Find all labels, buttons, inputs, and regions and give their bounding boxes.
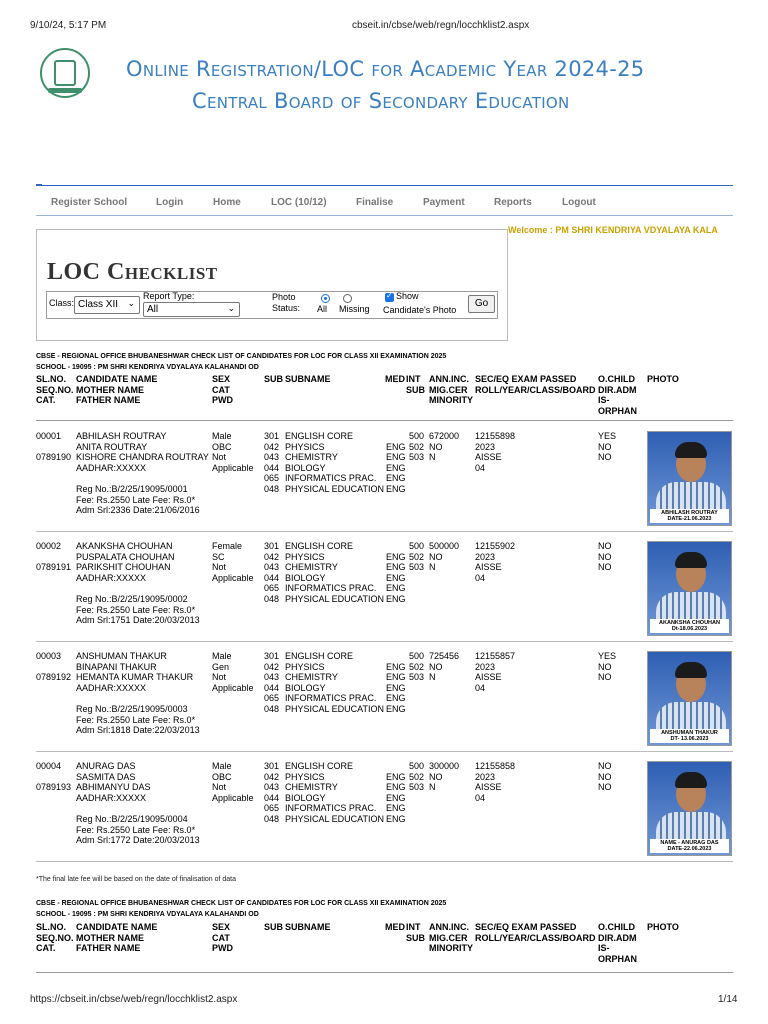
subject-code: 301 <box>264 431 280 441</box>
candidate-mother: PUSPALATA CHOUHAN <box>76 551 175 562</box>
print-footer-url: https://cbseit.in/cbse/web/regn/locchklist2.aspx <box>30 994 238 1005</box>
subject-int: 502 <box>408 441 424 452</box>
show-label: Show <box>396 291 419 301</box>
column-header-c5: SUBNAME <box>285 922 331 932</box>
candidate-sec-exam: 12155898 <box>475 431 516 441</box>
column-header-c11: PHOTO <box>647 922 679 932</box>
banner-title-line1: Online Registration/LOC for Academic Year 2024-25 <box>126 57 645 81</box>
subject-name: INFORMATICS PRAC. <box>285 803 377 814</box>
report-type-select-value: All <box>147 304 159 315</box>
photo-caption-name: ANSHUMAN THAKUR <box>661 730 718 736</box>
candidate-pwd: Not <box>212 672 227 683</box>
candidate-ochild: NO <box>598 782 612 793</box>
subject-code: 043 <box>264 452 280 463</box>
candidate-adm: Adm Srl:1772 Date:20/03/2013 <box>76 835 200 846</box>
candidate-reg-no: Reg No.:B/2/25/19095/0001 <box>76 484 188 494</box>
candidate-sec-exam: 04 <box>475 682 486 693</box>
subject-medium: ENG <box>386 803 406 814</box>
column-header-c1-1: SEQ.NO. <box>36 384 74 395</box>
candidate-ochild: NO <box>598 452 612 463</box>
column-header-c1: SL.NO. <box>36 374 67 384</box>
subject-name: INFORMATICS PRAC. <box>285 693 377 704</box>
candidate-ochild: NO <box>598 661 612 672</box>
candidate-seqno: 0789193 <box>36 782 72 793</box>
column-header-c4: SUB <box>264 374 284 384</box>
column-header-c3: SEX <box>212 922 231 932</box>
column-header-c8-1: MIG.CER <box>429 932 468 943</box>
column-header-c4: SUB <box>264 922 284 932</box>
subject-int: 503 <box>408 672 424 683</box>
chevron-down-icon: ⌄ <box>127 298 135 308</box>
subject-name: ENGLISH CORE <box>285 651 354 661</box>
subject-name: ENGLISH CORE <box>285 541 354 551</box>
candidate-aadhar: AADHAR:XXXXX <box>76 792 147 803</box>
subject-code: 301 <box>264 541 280 551</box>
subject-name: PHYSICAL EDUCATION <box>285 594 385 604</box>
candidate-sec-exam: 12155857 <box>475 651 516 661</box>
photo-caption-name: ABHILASH ROUTRAY <box>661 510 718 516</box>
column-header-c10: O.CHILD <box>598 374 635 384</box>
subject-medium: ENG <box>386 484 406 494</box>
candidate-aadhar: AADHAR:XXXXX <box>76 462 147 473</box>
photo-caption-date: DATE-22.06.2023 <box>667 846 712 852</box>
column-header-c3-1: CAT <box>212 932 230 943</box>
banner-title-line2: Central Board of Secondary Education <box>192 89 570 113</box>
report-school-repeat: SCHOOL - 19095 : PM SHRI KENDRIYA VDYALAYA KALAHANDI OD <box>36 911 259 918</box>
candidate-ann-inc: N <box>429 562 436 573</box>
photo-caption-date: DT- 13.06.2023 <box>670 736 709 742</box>
subject-code: 065 <box>264 693 280 704</box>
candidate-slno: 00003 <box>36 651 62 661</box>
print-page-number: 1/14 <box>718 994 738 1005</box>
column-header-c10-2: IS- <box>598 395 610 405</box>
column-header-c10-3: ORPHAN <box>598 405 638 416</box>
candidate-ochild: YES <box>598 651 617 661</box>
report-type-label: Report Type: <box>143 291 195 301</box>
subject-code: 048 <box>264 594 280 604</box>
subject-code: 042 <box>264 441 280 452</box>
candidate-ochild: NO <box>598 441 612 452</box>
candidate-pwd-2: Applicable <box>212 462 254 473</box>
subject-int: 500 <box>408 761 424 771</box>
column-header-c8: ANN.INC. <box>429 922 469 932</box>
subject-medium: ENG <box>386 551 406 562</box>
photo-caption-name: AKANKSHA CHOUHAN <box>659 620 720 626</box>
column-header-c9-1: ROLL/YEAR/CLASS/BOARD <box>475 384 596 395</box>
chevron-down-icon: ⌄ <box>227 303 235 313</box>
candidate-mother: ANITA ROUTRAY <box>76 441 148 452</box>
candidate-name: ABHILASH ROUTRAY <box>76 431 167 441</box>
subject-code: 042 <box>264 771 280 782</box>
candidate-seqno: 0789190 <box>36 452 72 463</box>
go-button[interactable]: Go <box>468 295 495 313</box>
subject-name: INFORMATICS PRAC. <box>285 473 377 484</box>
column-header-c8-1: MIG.CER <box>429 384 468 395</box>
candidate-fee: Fee: Rs.2550 Late Fee: Rs.0* <box>76 824 196 835</box>
subject-medium: ENG <box>386 814 406 824</box>
column-header-c7: INT <box>406 922 421 932</box>
subject-name: BIOLOGY <box>285 572 326 583</box>
candidate-pwd: Not <box>212 782 227 793</box>
candidate-father: ABHIMANYU DAS <box>76 782 151 793</box>
column-header-c1-2: CAT. <box>36 395 56 405</box>
photo-caption-date: DATE-21.06.2023 <box>667 516 712 522</box>
subject-name: ENGLISH CORE <box>285 761 354 771</box>
subject-code: 065 <box>264 803 280 814</box>
photo-caption-name: NAME - ANURAG DAS <box>660 840 719 846</box>
column-header-c6: MED <box>385 922 405 932</box>
subject-name: PHYSICS <box>285 661 325 672</box>
candidate-adm: Adm Srl:1818 Date:22/03/2013 <box>76 725 200 736</box>
candidate-pwd-2: Applicable <box>212 572 254 583</box>
candidate-sec-exam: 2023 <box>475 771 496 782</box>
class-label: Class: <box>49 298 75 308</box>
subject-medium: ENG <box>386 661 406 672</box>
column-header-c2-1: MOTHER NAME <box>76 932 144 943</box>
column-header-c11: PHOTO <box>647 374 679 384</box>
column-header-c10-1: DIR.ADM <box>598 932 637 943</box>
check-icon: ✓ <box>386 291 393 300</box>
nav-home[interactable]: Home <box>213 197 241 208</box>
subject-medium: ENG <box>386 441 406 452</box>
show-label-2: Candidate's Photo <box>383 305 457 315</box>
candidate-name: ANSHUMAN THAKUR <box>76 651 167 661</box>
column-header-c1: SL.NO. <box>36 922 67 932</box>
candidate-aadhar: AADHAR:XXXXX <box>76 572 147 583</box>
candidate-pwd-2: Applicable <box>212 792 254 803</box>
subject-name: PHYSICS <box>285 551 325 562</box>
nav-loc[interactable]: LOC (10/12) <box>271 197 327 208</box>
candidate-sec-exam: 2023 <box>475 551 496 562</box>
subject-medium: ENG <box>386 462 406 473</box>
candidate-sex: Male <box>212 431 232 441</box>
column-header-c3-2: PWD <box>212 943 233 953</box>
nav-finalise[interactable]: Finalise <box>356 197 394 208</box>
subject-name: CHEMISTRY <box>285 782 338 793</box>
column-header-c9-1: ROLL/YEAR/CLASS/BOARD <box>475 932 596 943</box>
subject-code: 043 <box>264 672 280 683</box>
subject-name: PHYSICAL EDUCATION <box>285 484 385 494</box>
candidate-category: SC <box>212 551 225 562</box>
nav-bottom-border <box>36 215 733 216</box>
subject-code: 048 <box>264 704 280 714</box>
show-photo-checkbox[interactable] <box>385 293 394 302</box>
candidate-sex: Male <box>212 761 232 771</box>
subject-code: 042 <box>264 551 280 562</box>
column-header-c3-2: PWD <box>212 395 233 405</box>
subject-code: 301 <box>264 651 280 661</box>
subject-code: 044 <box>264 462 280 473</box>
candidate-ochild: NO <box>598 562 612 573</box>
subject-code: 065 <box>264 583 280 594</box>
subject-name: CHEMISTRY <box>285 452 338 463</box>
candidate-slno: 00002 <box>36 541 62 551</box>
candidate-fee: Fee: Rs.2550 Late Fee: Rs.0* <box>76 494 196 505</box>
page-title: LOC Checklist <box>47 259 218 285</box>
photo-missing-label: Missing <box>339 304 370 314</box>
subject-code: 065 <box>264 473 280 484</box>
candidate-ochild: NO <box>598 672 612 683</box>
report-type-select[interactable] <box>143 302 240 317</box>
subject-medium: ENG <box>386 473 406 484</box>
subject-int: 503 <box>408 452 424 463</box>
subject-code: 043 <box>264 782 280 793</box>
subject-name: PHYSICAL EDUCATION <box>285 704 385 714</box>
column-header-c10-3: ORPHAN <box>598 953 638 964</box>
subject-code: 301 <box>264 761 280 771</box>
candidate-ann-inc: 672000 <box>429 431 460 441</box>
column-header-c5: SUBNAME <box>285 374 331 384</box>
candidate-ann-inc: N <box>429 452 436 463</box>
subject-name: PHYSICAL EDUCATION <box>285 814 385 824</box>
print-datetime: 9/10/24, 5:17 PM <box>30 20 107 31</box>
candidate-sec-exam: 04 <box>475 792 486 803</box>
nav-top-border <box>36 185 733 186</box>
subject-name: PHYSICS <box>285 441 325 452</box>
candidate-name: ANURAG DAS <box>76 761 136 771</box>
subject-int: 500 <box>408 541 424 551</box>
candidate-mother: SASMITA DAS <box>76 771 136 782</box>
column-header-c7: INT <box>406 374 421 384</box>
subject-int: 502 <box>408 771 424 782</box>
subject-code: 048 <box>264 484 280 494</box>
column-header-c3: SEX <box>212 374 231 384</box>
nav-reports[interactable]: Reports <box>494 197 532 208</box>
column-header-c2: CANDIDATE NAME <box>76 922 158 932</box>
candidate-pwd-2: Applicable <box>212 682 254 693</box>
candidate-father: PARIKSHIT CHOUHAN <box>76 562 171 573</box>
column-header-c10: O.CHILD <box>598 922 635 932</box>
column-header-c9: SEC/EQ EXAM PASSED <box>475 374 577 384</box>
candidate-category: Gen <box>212 661 230 672</box>
subject-name: BIOLOGY <box>285 682 326 693</box>
candidate-ann-inc: NO <box>429 441 443 452</box>
class-select-value: Class XII <box>78 299 119 310</box>
subject-name: ENGLISH CORE <box>285 431 354 441</box>
candidate-reg-no: Reg No.:B/2/25/19095/0003 <box>76 704 188 714</box>
candidate-photo <box>647 651 732 746</box>
footnote: *The final late fee will be based on the date of finalisation of data <box>36 876 237 883</box>
subject-int: 502 <box>408 661 424 672</box>
subject-medium: ENG <box>386 682 406 693</box>
candidate-pwd: Not <box>212 562 227 573</box>
header-divider-repeat <box>36 972 733 973</box>
candidate-aadhar: AADHAR:XXXXX <box>76 682 147 693</box>
candidate-sec-exam: 04 <box>475 462 486 473</box>
candidate-sec-exam: 2023 <box>475 441 496 452</box>
subject-int: 503 <box>408 562 424 573</box>
candidate-father: HEMANTA KUMAR THAKUR <box>76 672 194 683</box>
candidate-pwd: Not <box>212 452 227 463</box>
column-header-c10-1: DIR.ADM <box>598 384 637 395</box>
photo-all-radio[interactable] <box>321 294 330 303</box>
candidate-sec-exam: 12155858 <box>475 761 516 771</box>
candidate-seqno: 0789191 <box>36 562 72 573</box>
subject-medium: ENG <box>386 672 406 683</box>
subject-name: BIOLOGY <box>285 462 326 473</box>
column-header-c2-1: MOTHER NAME <box>76 384 144 395</box>
subject-medium: ENG <box>386 782 406 793</box>
candidate-sex: Male <box>212 651 232 661</box>
report-heading-repeat: CBSE - REGIONAL OFFICE BHUBANESHWAR CHECK LIST OF CANDIDATES FOR LOC FOR CLASS XII EXAMINATION 2025 <box>36 900 447 907</box>
photo-missing-radio[interactable] <box>343 294 352 303</box>
cbse-logo <box>40 48 90 98</box>
subject-medium: ENG <box>386 771 406 782</box>
candidate-seqno: 0789192 <box>36 672 72 683</box>
candidate-ann-inc: 300000 <box>429 761 460 771</box>
row-divider <box>36 531 733 532</box>
subject-int: 500 <box>408 431 424 441</box>
column-header-c8-2: MINORITY <box>429 943 473 953</box>
subject-name: PHYSICS <box>285 771 325 782</box>
subject-code: 044 <box>264 792 280 803</box>
subject-medium: ENG <box>386 562 406 573</box>
photo-status-label: Photo Status: <box>272 292 301 313</box>
candidate-ochild: NO <box>598 761 612 771</box>
subject-name: INFORMATICS PRAC. <box>285 583 377 594</box>
subject-name: CHEMISTRY <box>285 672 338 683</box>
report-heading: CBSE - REGIONAL OFFICE BHUBANESHWAR CHECK LIST OF CANDIDATES FOR LOC FOR CLASS XII EXAMINATION 2025 <box>36 353 447 360</box>
candidate-category: OBC <box>212 771 232 782</box>
column-header-c2: CANDIDATE NAME <box>76 374 158 384</box>
candidate-sec-exam: 2023 <box>475 661 496 672</box>
candidate-father: KISHORE CHANDRA ROUTRAY <box>76 452 209 463</box>
nav-register-school[interactable]: Register School <box>51 197 128 208</box>
welcome-text: Welcome : PM SHRI KENDRIYA VDYALAYA KALA <box>508 225 718 235</box>
candidate-category: OBC <box>212 441 232 452</box>
column-header-c2-2: FATHER NAME <box>76 943 141 953</box>
candidate-mother: BINAPANI THAKUR <box>76 661 157 672</box>
candidate-ann-inc: NO <box>429 771 443 782</box>
subject-medium: ENG <box>386 704 406 714</box>
subject-medium: ENG <box>386 452 406 463</box>
candidate-ochild: YES <box>598 431 617 441</box>
subject-medium: ENG <box>386 792 406 803</box>
candidate-sex: Female <box>212 541 243 551</box>
nav-logout[interactable]: Logout <box>562 197 596 208</box>
candidate-ann-inc: N <box>429 672 436 683</box>
candidate-sec-exam: AISSE <box>475 562 502 573</box>
row-divider <box>36 641 733 642</box>
candidate-name: AKANKSHA CHOUHAN <box>76 541 173 551</box>
row-divider <box>36 861 733 862</box>
subject-name: CHEMISTRY <box>285 562 338 573</box>
candidate-ann-inc: 500000 <box>429 541 460 551</box>
row-divider <box>36 751 733 752</box>
subject-code: 048 <box>264 814 280 824</box>
nav-payment[interactable]: Payment <box>423 197 465 208</box>
candidate-reg-no: Reg No.:B/2/25/19095/0004 <box>76 814 188 824</box>
candidate-sec-exam: AISSE <box>475 452 502 463</box>
subject-int: 502 <box>408 551 424 562</box>
candidate-adm: Adm Srl:1751 Date:20/03/2013 <box>76 615 200 626</box>
nav-login[interactable]: Login <box>156 197 184 208</box>
header-divider <box>36 420 733 421</box>
subject-int: 500 <box>408 651 424 661</box>
candidate-fee: Fee: Rs.2550 Late Fee: Rs.0* <box>76 714 196 725</box>
candidate-ann-inc: N <box>429 782 436 793</box>
candidate-photo <box>647 541 732 636</box>
subject-name: BIOLOGY <box>285 792 326 803</box>
candidate-sec-exam: AISSE <box>475 782 502 793</box>
subject-code: 042 <box>264 661 280 672</box>
column-header-c8-2: MINORITY <box>429 395 473 405</box>
candidate-ann-inc: NO <box>429 661 443 672</box>
column-header-c6: MED <box>385 374 405 384</box>
candidate-ochild: NO <box>598 551 612 562</box>
candidate-photo <box>647 431 732 526</box>
class-select[interactable] <box>74 296 140 314</box>
photo-caption-date: Dt-18.06.2023 <box>671 626 708 632</box>
subject-medium: ENG <box>386 693 406 704</box>
print-url: cbseit.in/cbse/web/regn/locchklist2.aspx <box>352 20 530 31</box>
candidate-ochild: NO <box>598 771 612 782</box>
candidate-adm: Adm Srl:2336 Date:21/06/2016 <box>76 505 200 516</box>
column-header-c3-1: CAT <box>212 384 230 395</box>
candidate-fee: Fee: Rs.2550 Late Fee: Rs.0* <box>76 604 196 615</box>
column-header-c8: ANN.INC. <box>429 374 469 384</box>
candidate-sec-exam: 12155902 <box>475 541 516 551</box>
candidate-reg-no: Reg No.:B/2/25/19095/0002 <box>76 594 188 604</box>
subject-medium: ENG <box>386 583 406 594</box>
subject-medium: ENG <box>386 594 406 604</box>
subject-int: 503 <box>408 782 424 793</box>
candidate-slno: 00004 <box>36 761 62 771</box>
photo-all-label: All <box>317 304 328 314</box>
candidate-slno: 00001 <box>36 431 62 441</box>
report-school: SCHOOL - 19095 : PM SHRI KENDRIYA VDYALAYA KALAHANDI OD <box>36 364 259 371</box>
candidate-sec-exam: 04 <box>475 572 486 583</box>
subject-code: 044 <box>264 572 280 583</box>
column-header-c10-2: IS- <box>598 943 610 953</box>
column-header-c2-2: FATHER NAME <box>76 395 141 405</box>
candidate-ann-inc: NO <box>429 551 443 562</box>
column-header-c1-1: SEQ.NO. <box>36 932 74 943</box>
subject-code: 044 <box>264 682 280 693</box>
candidate-photo <box>647 761 732 856</box>
candidate-ochild: NO <box>598 541 612 551</box>
column-header-c1-2: CAT. <box>36 943 56 953</box>
candidate-sec-exam: AISSE <box>475 672 502 683</box>
subject-code: 043 <box>264 562 280 573</box>
column-header-c7-1: SUB <box>406 384 426 395</box>
candidate-ann-inc: 725456 <box>429 651 460 661</box>
subject-medium: ENG <box>386 572 406 583</box>
column-header-c7-1: SUB <box>406 932 426 943</box>
column-header-c9: SEC/EQ EXAM PASSED <box>475 922 577 932</box>
